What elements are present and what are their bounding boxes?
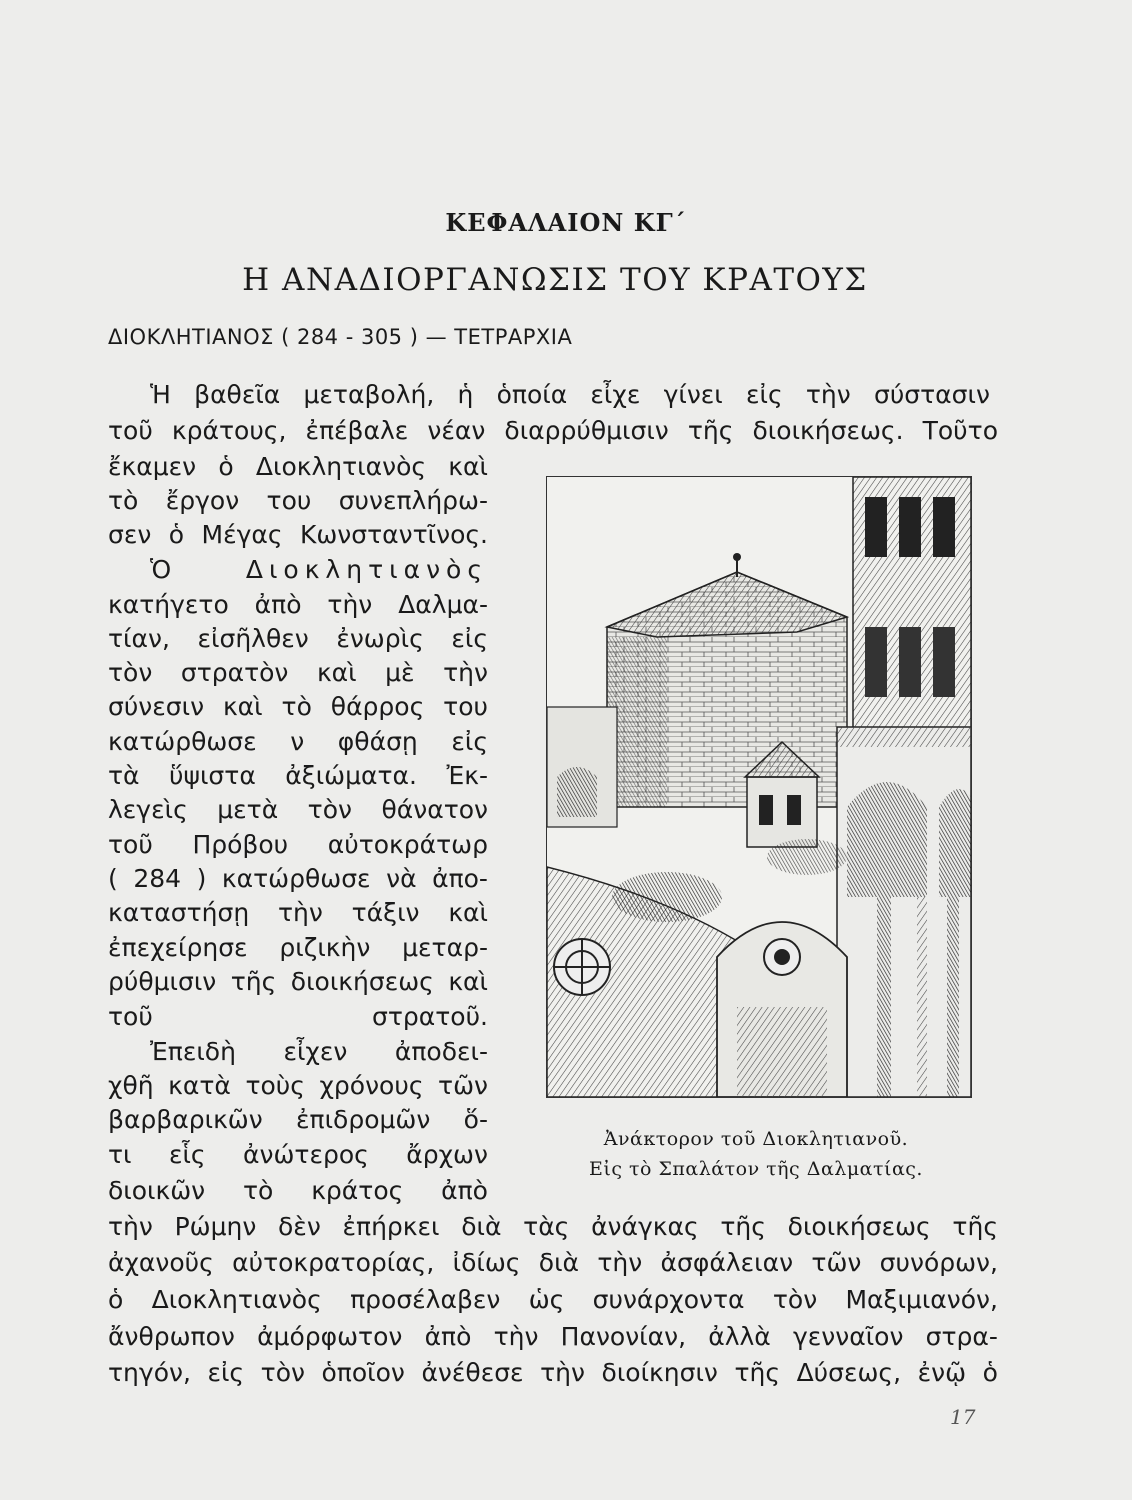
text-line: Ἡ βαθεῖα μεταβολή, ἡ ὁποία εἶχε γίνει εἰς τὴν σύστασιν [150, 380, 990, 409]
text-line: σεν ὁ Μέγας Κωνσταντῖνος. [108, 520, 488, 549]
text-line: τὸ ἔργον του συνεπλήρω- [108, 486, 488, 515]
text-line: λεγεὶς μετὰ τὸν θάνατον [108, 795, 488, 824]
text-line: τοῦ κράτους, ἐπέβαλε νέαν διαρρύθμισιν τῆς διοικήσεως. Τοῦτο [108, 416, 998, 445]
text-line: βαρβαρικῶν ἐπιδρομῶν ὅ- [108, 1105, 488, 1134]
figure-caption-line2: Εἰς τὸ Σπαλάτον τῆς Δαλματίας. [589, 1158, 923, 1180]
palace-illustration [547, 477, 971, 1097]
text-line: χθῆ κατὰ τοὺς χρόνους τῶν [108, 1071, 488, 1100]
text-line: Ὁ Διοκλητιανὸς [150, 555, 488, 584]
palace-engraving [546, 476, 972, 1098]
text-line: τι εἷς ἀνώτερος ἄρχων [108, 1140, 488, 1169]
text-line: σύνεσιν καὶ τὸ θάρρος του [108, 692, 488, 721]
text-line: ( 284 ) κατώρθωσε νὰ ἀπο- [108, 864, 488, 893]
text-line: τηγόν, εἰς τὸν ὁποῖον ἀνέθεσε τὴν διοίκησιν τῆς Δύσεως, ἐνῷ ὁ [108, 1358, 998, 1387]
text-line: ὁ Διοκλητιανὸς προσέλαβεν ὡς συνάρχοντα τὸν Μαξιμιανόν, [108, 1285, 998, 1314]
text-line: τὸν στρατὸν καὶ μὲ τὴν [108, 658, 488, 687]
text-line: τοῦ Πρόβου αὐτοκράτωρ [108, 830, 488, 859]
text-line: κατώρθωσε ν φθάσῃ εἰς [108, 727, 488, 756]
figure-caption-line1: Ἀνάκτορον τοῦ Διοκλητιανοῦ. [603, 1128, 909, 1150]
chapter-heading: ΚΕΦΑΛΑΙΟΝ ΚΓ΄ [445, 208, 687, 237]
section-subheading: ΔΙΟΚΛΗΤΙΑΝΟΣ ( 284 - 305 ) — ΤΕΤΡΑΡΧΙΑ [108, 325, 573, 349]
text-line: τὰ ὕψιστα ἀξιώματα. Ἐκ- [108, 761, 488, 790]
text-line: ἔκαμεν ὁ Διοκλητιανὸς καὶ [108, 452, 488, 481]
text-line: ἐπεχείρησε ριζικὴν μεταρ- [108, 933, 488, 962]
text-line: ἄνθρωπον ἀμόρφωτον ἀπὸ τὴν Πανονίαν, ἀλλὰ γενναῖον στρα- [108, 1322, 998, 1351]
text-line: κατήγετο ἀπὸ τὴν Δαλμα- [108, 590, 488, 619]
text-line: καταστήσῃ τὴν τάξιν καὶ [108, 898, 488, 927]
chapter-title: Η ΑΝΑΔΙΟΡΓΑΝΩΣΙΣ ΤΟΥ ΚΡΑΤΟΥΣ [242, 262, 868, 298]
text-line: τοῦ στρατοῦ. [108, 1002, 488, 1031]
text-line: ἀχανοῦς αὐτοκρατορίας, ἰδίως διὰ τὴν ἀσφάλειαν τῶν συνόρων, [108, 1248, 998, 1277]
text-line: τίαν, εἰσῆλθεν ἐνωρὶς εἰς [108, 624, 488, 653]
text-line: Ἐπειδὴ εἶχεν ἀποδει- [150, 1037, 488, 1066]
text-line: τὴν Ρώμην δὲν ἐπήρκει διὰ τὰς ἀνάγκας τῆς διοικήσεως τῆς [108, 1212, 998, 1241]
text-line: ρύθμισιν τῆς διοικήσεως καὶ [108, 967, 488, 996]
text-line: διοικῶν τὸ κράτος ἀπὸ [108, 1176, 488, 1205]
page-number: 17 [950, 1405, 976, 1429]
